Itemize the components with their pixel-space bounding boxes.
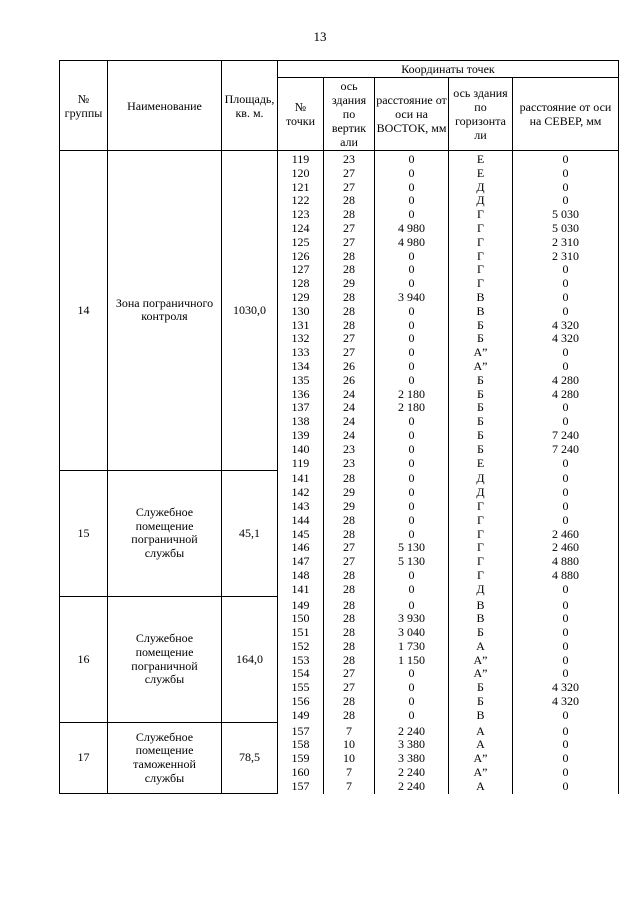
distance-east: 1 730 xyxy=(375,640,449,654)
axis-horizontal: Б xyxy=(449,401,513,415)
point-number: 119 xyxy=(278,151,324,167)
axis-vertical: 7 xyxy=(324,766,375,780)
distance-east: 0 xyxy=(375,208,449,222)
distance-east: 4 980 xyxy=(375,236,449,250)
distance-east: 0 xyxy=(375,528,449,542)
axis-horizontal: А xyxy=(449,738,513,752)
axis-vertical: 28 xyxy=(324,305,375,319)
distance-north: 0 xyxy=(513,360,619,374)
group-area xyxy=(222,597,278,723)
axis-vertical: 23 xyxy=(324,151,375,167)
distance-north: 4 320 xyxy=(513,332,619,346)
distance-north: 0 xyxy=(513,766,619,780)
table-row xyxy=(60,597,619,613)
point-number: 139 xyxy=(278,429,324,443)
distance-north: 0 xyxy=(513,415,619,429)
group-area-text: 1030,0 xyxy=(233,302,266,317)
axis-vertical: 28 xyxy=(324,208,375,222)
distance-east: 3 040 xyxy=(375,626,449,640)
axis-horizontal: Е xyxy=(449,457,513,471)
axis-horizontal: Д xyxy=(449,583,513,597)
group-15 xyxy=(60,470,619,596)
table-header xyxy=(60,61,619,151)
distance-north: 4 280 xyxy=(513,388,619,402)
distance-north: 5 030 xyxy=(513,222,619,236)
axis-horizontal: Б xyxy=(449,319,513,333)
axis-vertical: 23 xyxy=(324,443,375,457)
axis-horizontal: Г xyxy=(449,514,513,528)
distance-north: 0 xyxy=(513,151,619,167)
axis-horizontal: А” xyxy=(449,752,513,766)
axis-vertical: 28 xyxy=(324,291,375,305)
axis-horizontal: Г xyxy=(449,569,513,583)
axis-horizontal: Г xyxy=(449,250,513,264)
axis-horizontal: В xyxy=(449,612,513,626)
distance-north: 0 xyxy=(513,780,619,794)
distance-north: 0 xyxy=(513,457,619,471)
axis-horizontal: Б xyxy=(449,374,513,388)
distance-north: 0 xyxy=(513,738,619,752)
distance-east: 0 xyxy=(375,583,449,597)
group-number-text: 15 xyxy=(77,525,90,540)
axis-vertical: 29 xyxy=(324,486,375,500)
point-number: 140 xyxy=(278,443,324,457)
axis-horizontal: Г xyxy=(449,236,513,250)
distance-east: 2 180 xyxy=(375,388,449,402)
axis-horizontal: Д xyxy=(449,470,513,486)
axis-vertical: 28 xyxy=(324,626,375,640)
distance-east: 0 xyxy=(375,569,449,583)
axis-vertical: 29 xyxy=(324,500,375,514)
group-name xyxy=(108,470,222,596)
distance-north: 0 xyxy=(513,346,619,360)
group-number-text: 17 xyxy=(77,750,90,765)
axis-horizontal: А” xyxy=(449,360,513,374)
distance-north: 0 xyxy=(513,667,619,681)
distance-north: 0 xyxy=(513,500,619,514)
axis-vertical: 27 xyxy=(324,541,375,555)
point-number: 147 xyxy=(278,555,324,569)
point-number: 121 xyxy=(278,181,324,195)
distance-east: 0 xyxy=(375,250,449,264)
distance-north: 5 030 xyxy=(513,208,619,222)
table-row xyxy=(60,151,619,167)
axis-vertical: 28 xyxy=(324,470,375,486)
point-number: 123 xyxy=(278,208,324,222)
axis-vertical: 27 xyxy=(324,222,375,236)
group-area xyxy=(222,151,278,471)
axis-vertical: 28 xyxy=(324,709,375,723)
distance-east: 0 xyxy=(375,181,449,195)
distance-north: 7 240 xyxy=(513,443,619,457)
axis-horizontal: Б xyxy=(449,415,513,429)
header-area: Площадь, кв. м. xyxy=(222,61,278,151)
point-number: 133 xyxy=(278,346,324,360)
distance-north: 2 310 xyxy=(513,236,619,250)
point-number: 120 xyxy=(278,167,324,181)
distance-east: 0 xyxy=(375,443,449,457)
distance-east: 0 xyxy=(375,695,449,709)
axis-vertical: 27 xyxy=(324,346,375,360)
axis-vertical: 10 xyxy=(324,738,375,752)
distance-north: 0 xyxy=(513,709,619,723)
axis-vertical: 26 xyxy=(324,374,375,388)
distance-north: 0 xyxy=(513,654,619,668)
axis-vertical: 27 xyxy=(324,555,375,569)
table-row xyxy=(60,723,619,739)
group-number xyxy=(60,597,108,723)
axis-vertical: 28 xyxy=(324,612,375,626)
header-group-no: № группы xyxy=(60,61,108,151)
axis-horizontal: А xyxy=(449,723,513,739)
point-number: 126 xyxy=(278,250,324,264)
distance-east: 0 xyxy=(375,346,449,360)
distance-north: 0 xyxy=(513,470,619,486)
point-number: 146 xyxy=(278,541,324,555)
axis-horizontal: В xyxy=(449,305,513,319)
distance-north: 4 280 xyxy=(513,374,619,388)
header-dist-north: расстояние от оси на СЕВЕР, мм xyxy=(513,78,619,151)
distance-east: 0 xyxy=(375,681,449,695)
group-area-text: 164,0 xyxy=(236,651,263,666)
point-number: 138 xyxy=(278,415,324,429)
axis-horizontal: Б xyxy=(449,429,513,443)
axis-horizontal: Г xyxy=(449,222,513,236)
axis-vertical: 28 xyxy=(324,250,375,264)
point-number: 153 xyxy=(278,654,324,668)
distance-east: 5 130 xyxy=(375,555,449,569)
header-axis-vertical: ось здания по вертик али xyxy=(324,78,375,151)
axis-vertical: 28 xyxy=(324,597,375,613)
distance-north: 0 xyxy=(513,583,619,597)
point-number: 124 xyxy=(278,222,324,236)
distance-north: 2 460 xyxy=(513,541,619,555)
axis-vertical: 28 xyxy=(324,194,375,208)
distance-east: 1 150 xyxy=(375,654,449,668)
distance-east: 0 xyxy=(375,667,449,681)
distance-east: 3 930 xyxy=(375,612,449,626)
point-number: 129 xyxy=(278,291,324,305)
point-number: 122 xyxy=(278,194,324,208)
axis-vertical: 28 xyxy=(324,263,375,277)
distance-east: 2 240 xyxy=(375,723,449,739)
distance-east: 0 xyxy=(375,263,449,277)
axis-vertical: 28 xyxy=(324,569,375,583)
distance-north: 2 310 xyxy=(513,250,619,264)
distance-north: 0 xyxy=(513,752,619,766)
distance-north: 0 xyxy=(513,305,619,319)
point-number: 157 xyxy=(278,723,324,739)
distance-east: 0 xyxy=(375,514,449,528)
distance-east: 2 240 xyxy=(375,766,449,780)
distance-north: 4 320 xyxy=(513,695,619,709)
point-number: 156 xyxy=(278,695,324,709)
distance-north: 0 xyxy=(513,640,619,654)
group-area xyxy=(222,470,278,596)
point-number: 149 xyxy=(278,709,324,723)
axis-horizontal: Б xyxy=(449,388,513,402)
header-point-no: № точки xyxy=(278,78,324,151)
distance-north: 0 xyxy=(513,612,619,626)
group-name xyxy=(108,151,222,471)
group-name xyxy=(108,723,222,794)
point-number: 158 xyxy=(278,738,324,752)
point-number: 128 xyxy=(278,277,324,291)
axis-horizontal: Г xyxy=(449,263,513,277)
axis-horizontal: В xyxy=(449,709,513,723)
point-number: 134 xyxy=(278,360,324,374)
axis-vertical: 7 xyxy=(324,780,375,794)
point-number: 135 xyxy=(278,374,324,388)
axis-horizontal: А xyxy=(449,780,513,794)
distance-north: 0 xyxy=(513,181,619,195)
group-area-text: 78,5 xyxy=(239,750,260,765)
distance-east: 0 xyxy=(375,305,449,319)
axis-vertical: 28 xyxy=(324,695,375,709)
point-number: 141 xyxy=(278,470,324,486)
distance-north: 2 460 xyxy=(513,528,619,542)
axis-horizontal: Д xyxy=(449,486,513,500)
axis-horizontal: А” xyxy=(449,346,513,360)
distance-east: 0 xyxy=(375,597,449,613)
axis-horizontal: Г xyxy=(449,555,513,569)
axis-horizontal: Г xyxy=(449,528,513,542)
point-number: 144 xyxy=(278,514,324,528)
distance-north: 0 xyxy=(513,723,619,739)
axis-horizontal: А” xyxy=(449,667,513,681)
point-number: 160 xyxy=(278,766,324,780)
distance-north: 4 880 xyxy=(513,555,619,569)
distance-north: 0 xyxy=(513,626,619,640)
axis-vertical: 28 xyxy=(324,583,375,597)
axis-horizontal: В xyxy=(449,291,513,305)
axis-horizontal: Б xyxy=(449,695,513,709)
distance-east: 0 xyxy=(375,500,449,514)
distance-east: 2 180 xyxy=(375,401,449,415)
group-number-text: 14 xyxy=(77,302,90,317)
axis-vertical: 23 xyxy=(324,457,375,471)
axis-horizontal: А” xyxy=(449,766,513,780)
distance-east: 0 xyxy=(375,151,449,167)
header-axis-horizontal: ось здания по горизонта ли xyxy=(449,78,513,151)
point-number: 157 xyxy=(278,780,324,794)
distance-north: 7 240 xyxy=(513,429,619,443)
distance-north: 0 xyxy=(513,486,619,500)
axis-horizontal: Г xyxy=(449,208,513,222)
point-number: 132 xyxy=(278,332,324,346)
axis-vertical: 24 xyxy=(324,388,375,402)
axis-vertical: 26 xyxy=(324,360,375,374)
header-dist-east: расстояние от оси на ВОСТОК, мм xyxy=(375,78,449,151)
point-number: 130 xyxy=(278,305,324,319)
point-number: 151 xyxy=(278,626,324,640)
point-number: 149 xyxy=(278,597,324,613)
axis-vertical: 27 xyxy=(324,236,375,250)
distance-east: 0 xyxy=(375,319,449,333)
point-number: 141 xyxy=(278,583,324,597)
distance-north: 0 xyxy=(513,597,619,613)
group-area xyxy=(222,723,278,794)
point-number: 159 xyxy=(278,752,324,766)
group-area-text: 45,1 xyxy=(239,525,260,540)
point-number: 152 xyxy=(278,640,324,654)
point-number: 154 xyxy=(278,667,324,681)
axis-vertical: 10 xyxy=(324,752,375,766)
group-name-text: Служебное помещение таможенной службы xyxy=(133,729,196,785)
group-number xyxy=(60,151,108,471)
distance-north: 4 320 xyxy=(513,319,619,333)
distance-east: 0 xyxy=(375,374,449,388)
axis-vertical: 24 xyxy=(324,429,375,443)
group-name-text: Служебное помещение пограничной службы xyxy=(131,504,198,561)
group-number xyxy=(60,723,108,794)
group-16 xyxy=(60,597,619,723)
point-number: 142 xyxy=(278,486,324,500)
axis-vertical: 27 xyxy=(324,681,375,695)
distance-east: 4 980 xyxy=(375,222,449,236)
axis-vertical: 27 xyxy=(324,167,375,181)
axis-horizontal: Г xyxy=(449,541,513,555)
group-14 xyxy=(60,151,619,471)
distance-east: 3 380 xyxy=(375,752,449,766)
axis-vertical: 28 xyxy=(324,654,375,668)
point-number: 150 xyxy=(278,612,324,626)
distance-east: 3 940 xyxy=(375,291,449,305)
axis-horizontal: Д xyxy=(449,181,513,195)
axis-vertical: 29 xyxy=(324,277,375,291)
axis-horizontal: Б xyxy=(449,443,513,457)
point-number: 131 xyxy=(278,319,324,333)
distance-east: 0 xyxy=(375,429,449,443)
axis-horizontal: А xyxy=(449,640,513,654)
distance-east: 0 xyxy=(375,415,449,429)
distance-east: 0 xyxy=(375,332,449,346)
point-number: 155 xyxy=(278,681,324,695)
distance-north: 0 xyxy=(513,167,619,181)
axis-horizontal: Г xyxy=(449,500,513,514)
distance-east: 2 240 xyxy=(375,780,449,794)
distance-east: 0 xyxy=(375,470,449,486)
point-number: 127 xyxy=(278,263,324,277)
distance-north: 4 880 xyxy=(513,569,619,583)
distance-east: 0 xyxy=(375,360,449,374)
distance-east: 0 xyxy=(375,486,449,500)
group-name xyxy=(108,597,222,723)
axis-vertical: 7 xyxy=(324,723,375,739)
group-name-text: Служебное помещение пограничной службы xyxy=(131,630,198,687)
group-number xyxy=(60,470,108,596)
point-number: 136 xyxy=(278,388,324,402)
distance-east: 0 xyxy=(375,277,449,291)
point-number: 143 xyxy=(278,500,324,514)
distance-north: 0 xyxy=(513,291,619,305)
axis-vertical: 27 xyxy=(324,667,375,681)
axis-horizontal: А” xyxy=(449,654,513,668)
point-number: 119 xyxy=(278,457,324,471)
point-number: 125 xyxy=(278,236,324,250)
axis-horizontal: Б xyxy=(449,332,513,346)
axis-horizontal: Б xyxy=(449,626,513,640)
distance-east: 0 xyxy=(375,709,449,723)
distance-north: 0 xyxy=(513,277,619,291)
distance-east: 5 130 xyxy=(375,541,449,555)
distance-north: 4 320 xyxy=(513,681,619,695)
group-name-text: Зона пограничного контроля xyxy=(115,295,214,324)
distance-north: 0 xyxy=(513,514,619,528)
axis-vertical: 27 xyxy=(324,332,375,346)
distance-north: 0 xyxy=(513,263,619,277)
group-17 xyxy=(60,723,619,794)
axis-vertical: 28 xyxy=(324,514,375,528)
coordinates-table xyxy=(59,60,619,794)
table-row xyxy=(60,470,619,486)
axis-vertical: 24 xyxy=(324,401,375,415)
axis-vertical: 28 xyxy=(324,319,375,333)
header-name: Наименование xyxy=(108,61,222,151)
distance-east: 0 xyxy=(375,167,449,181)
axis-horizontal: Е xyxy=(449,167,513,181)
axis-vertical: 28 xyxy=(324,640,375,654)
axis-vertical: 28 xyxy=(324,528,375,542)
point-number: 137 xyxy=(278,401,324,415)
distance-north: 0 xyxy=(513,194,619,208)
distance-east: 0 xyxy=(375,457,449,471)
axis-horizontal: Б xyxy=(449,681,513,695)
axis-vertical: 24 xyxy=(324,415,375,429)
axis-horizontal: Е xyxy=(449,151,513,167)
axis-vertical: 27 xyxy=(324,181,375,195)
axis-horizontal: В xyxy=(449,597,513,613)
axis-horizontal: Д xyxy=(449,194,513,208)
group-number-text: 16 xyxy=(77,651,90,666)
distance-north: 0 xyxy=(513,401,619,415)
point-number: 148 xyxy=(278,569,324,583)
distance-east: 0 xyxy=(375,194,449,208)
axis-horizontal: Г xyxy=(449,277,513,291)
header-coords: Координаты точек xyxy=(278,61,619,78)
distance-east: 3 380 xyxy=(375,738,449,752)
page-number: 13 xyxy=(313,29,327,44)
point-number: 145 xyxy=(278,528,324,542)
